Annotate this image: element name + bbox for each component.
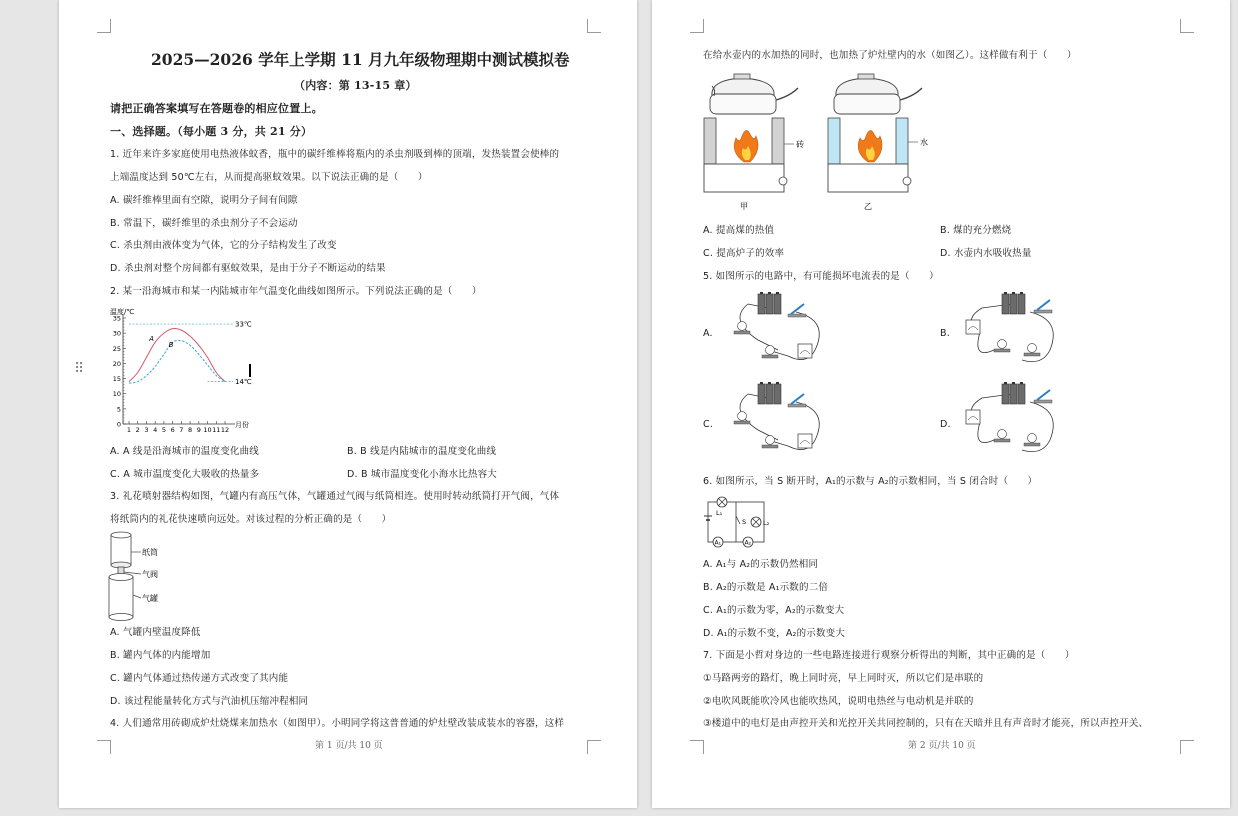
- x-tick-label: 10: [203, 426, 212, 434]
- question-7-item: ①马路两旁的路灯，晚上同时亮，早上同时灭，所以它们是串联的: [703, 673, 984, 684]
- crop-mark: [97, 19, 111, 33]
- question-2-option: D. B 城市温度变化小海水比热容大: [347, 469, 497, 480]
- crop-mark: [1180, 740, 1194, 754]
- battery-cell: [1018, 294, 1025, 314]
- document-page-2: [652, 0, 1230, 808]
- figure-label: 纸筒: [142, 548, 158, 557]
- switch-lever: [1037, 390, 1050, 400]
- stove-yi: [828, 74, 928, 211]
- battery-terminal: [768, 382, 771, 384]
- confetti-launcher-figure: [107, 532, 177, 622]
- battery-cell: [766, 294, 773, 314]
- battery-terminal: [1020, 292, 1023, 294]
- reference-label: 14℃: [235, 378, 252, 387]
- question-3-stem: 将纸筒内的礼花快速喷向远处。对该过程的分析正确的是（ ）: [110, 514, 392, 525]
- question-6-option: B. A₂的示数是 A₁示数的二倍: [703, 582, 829, 593]
- circuit-option-label: C.: [703, 419, 714, 430]
- crop-mark: [1180, 19, 1194, 33]
- question-2-option: A. A 线是沿海城市的温度变化曲线: [110, 446, 259, 457]
- crop-mark: [587, 740, 601, 754]
- stove-jia: [704, 74, 804, 211]
- switch-base: [788, 404, 806, 407]
- bulb-base: [762, 445, 778, 448]
- x-tick-label: 12: [220, 426, 230, 434]
- battery-terminal: [776, 382, 779, 384]
- circuit-diagram-a: [718, 290, 838, 376]
- bulb-base: [994, 439, 1010, 442]
- figure-label: 水: [920, 138, 928, 147]
- svg-text:S: S: [742, 518, 747, 526]
- x-tick-label: 5: [161, 426, 166, 434]
- x-tick-label: 8: [188, 426, 193, 434]
- battery-cell: [1002, 384, 1009, 404]
- battery-terminal: [1020, 382, 1023, 384]
- ammeter-icon: [966, 320, 980, 334]
- bulb-icon: [1028, 434, 1037, 443]
- circuit-option-label: D.: [940, 419, 951, 430]
- series-label: A: [149, 335, 154, 344]
- ammeter-icon: [966, 410, 980, 424]
- svg-text:A₁: A₁: [714, 539, 722, 547]
- y-tick-label: 15: [112, 375, 121, 384]
- battery-cell: [1002, 294, 1009, 314]
- question-3-option: A. 气罐内壁温度降低: [110, 627, 201, 638]
- question-6-option: C. A₁的示数为零，A₂的示数变大: [703, 605, 845, 616]
- figure-label: 乙: [864, 202, 872, 211]
- page-footer: 第 1 页/共 10 页: [315, 741, 383, 751]
- y-tick-label: 35: [112, 314, 121, 323]
- reference-label: 33℃: [235, 320, 252, 329]
- svg-text:A₂: A₂: [744, 539, 752, 547]
- question-1-option: A. 碳纤维棒里面有空隙，说明分子间有间隙: [110, 195, 298, 206]
- battery-terminal: [1012, 292, 1015, 294]
- svg-text:L₁: L₁: [716, 509, 723, 517]
- question-4-stem: 在给水壶内的水加热的同时，也加热了炉灶壁内的水（如图乙）。这样做有利于（ ）: [703, 50, 1077, 61]
- bulb-base: [994, 349, 1010, 352]
- bulb-icon: [1028, 344, 1037, 353]
- crop-mark: [97, 740, 111, 754]
- instruction: 请把正确答案填写在答题卷的相应位置上。: [110, 102, 323, 115]
- y-tick-label: 20: [112, 359, 121, 368]
- x-tick-label: 3: [144, 426, 149, 434]
- x-tick-label: 1: [126, 426, 132, 434]
- section-heading: 一、选择题。（每小题 3 分，共 21 分）: [110, 125, 313, 138]
- question-1-option: B. 常温下，碳纤维里的杀虫剂分子不会运动: [110, 218, 298, 229]
- figure-label: 气阀: [142, 570, 158, 579]
- y-tick-label: 0: [116, 420, 121, 429]
- question-4-stem: 4. 人们通常用砖砌成炉灶烧煤来加热水（如图甲）。小明同学将这普普通的炉灶壁改装成装水的容器，这样: [110, 718, 565, 729]
- question-6-option: A. A₁与 A₂的示数仍然相同: [703, 559, 819, 570]
- circuit-diagram-b: [952, 290, 1072, 376]
- bulb-icon: [738, 412, 747, 421]
- battery-terminal: [768, 292, 771, 294]
- question-3-option: C. 罐内气体通过热传递方式改变了其内能: [110, 673, 289, 684]
- svg-text:L₂: L₂: [763, 519, 770, 527]
- temperature-chart: [109, 306, 259, 436]
- document-page-1: [59, 0, 637, 808]
- text-cursor: [249, 364, 251, 377]
- question-3-option: D. 该过程能量转化方式与汽油机压缩冲程相同: [110, 696, 309, 707]
- battery-cell: [758, 384, 765, 404]
- question-1-option: D. 杀虫剂对整个房间都有驱蚊效果，是由于分子不断运动的结果: [110, 263, 386, 274]
- x-tick-label: 6: [170, 426, 175, 434]
- question-1-option: C. 杀虫剂由液体变为气体，它的分子结构发生了改变: [110, 240, 337, 251]
- battery-cell: [1010, 384, 1017, 404]
- circuit-diagram-c: [718, 380, 838, 466]
- battery-cell: [774, 294, 781, 314]
- question-1-stem: 1. 近年来许多家庭使用电热液体蚊香，瓶中的碳纤维棒将瓶内的杀虫剂吸到棒的顶端，发热装置会使棒的: [110, 149, 560, 160]
- switch-lever: [1037, 300, 1050, 310]
- battery-terminal: [776, 292, 779, 294]
- bulb-base: [762, 355, 778, 358]
- y-tick-label: 30: [112, 329, 121, 338]
- ammeter-icon: [798, 344, 812, 358]
- question-3-stem: 3. 礼花喷射器结构如图，气罐内有高压气体，气罐通过气阀与纸筒相连。使用时转动纸筒打开气阀，气体: [110, 491, 560, 502]
- circuit-diagram-d: [952, 380, 1072, 466]
- drag-handle-icon[interactable]: ⠿: [74, 361, 85, 377]
- question-6-option: D. A₁的示数不变，A₂的示数变大: [703, 628, 846, 639]
- question-4-option: B. 煤的充分燃烧: [940, 225, 1012, 236]
- question-2-stem: 2. 某一沿海城市和某一内陆城市年气温变化曲线如图所示。下列说法正确的是（ ）: [110, 286, 482, 297]
- question-4-option: D. 水壶内水吸收热量: [940, 248, 1032, 259]
- question-2-option: B. B 线是内陆城市的温度变化曲线: [347, 446, 497, 457]
- chart-ylabel: 温度/℃: [110, 308, 135, 316]
- page-footer: 第 2 页/共 10 页: [908, 741, 976, 751]
- battery-cell: [1010, 294, 1017, 314]
- question-3-option: B. 罐内气体的内能增加: [110, 650, 211, 661]
- battery-cell: [774, 384, 781, 404]
- battery-terminal: [1012, 382, 1015, 384]
- y-tick-label: 10: [112, 390, 121, 399]
- bulb-base: [1024, 353, 1040, 356]
- figure-label: 砖: [796, 140, 804, 149]
- series-line-a: [129, 328, 225, 381]
- battery-cell: [1018, 384, 1025, 404]
- y-tick-label: 5: [116, 405, 121, 414]
- exam-title: 2025—2026 学年上学期 11 月九年级物理期中测试模拟卷: [151, 50, 570, 69]
- stove-figure: [702, 72, 932, 214]
- question-6-stem: 6. 如图所示，当 S 断开时，A₁的示数与 A₂的示数相同，当 S 闭合时（ ）: [703, 476, 1038, 487]
- question-4-option: C. 提高炉子的效率: [703, 248, 785, 259]
- bulb-base: [734, 331, 750, 334]
- ammeter-icon: [798, 434, 812, 448]
- battery-terminal: [1004, 382, 1007, 384]
- battery-terminal: [760, 292, 763, 294]
- question-4-option: A. 提高煤的热值: [703, 225, 775, 236]
- battery-terminal: [760, 382, 763, 384]
- figure-label: 甲: [740, 202, 748, 211]
- crop-mark: [587, 19, 601, 33]
- circuit-diagram-q6: [702, 494, 788, 552]
- question-7-item: ②电吹风既能吹冷风也能吹热风，说明电热丝与电动机是并联的: [703, 696, 974, 707]
- chart-xlabel: 月份: [235, 421, 249, 429]
- switch-base: [788, 314, 806, 317]
- circuit-option-label: A.: [703, 328, 713, 339]
- series-label: B: [168, 341, 174, 350]
- x-tick-label: 4: [153, 426, 158, 434]
- x-tick-label: 9: [196, 426, 201, 434]
- exam-subtitle: （内容：第 13-15 章）: [294, 79, 417, 92]
- bulb-icon: [766, 436, 775, 445]
- bulb-icon: [998, 340, 1007, 349]
- y-tick-label: 25: [112, 344, 121, 353]
- bulb-base: [1024, 443, 1040, 446]
- switch-base: [1034, 400, 1052, 403]
- bulb-base: [734, 421, 750, 424]
- battery-cell: [758, 294, 765, 314]
- question-5-stem: 5. 如图所示的电路中，有可能损坏电流表的是（ ）: [703, 271, 939, 282]
- bulb-icon: [766, 346, 775, 355]
- x-tick-label: 11: [212, 426, 221, 434]
- question-7-stem: 7. 下面是小哲对身边的一些电路连接进行观察分析得出的判断，其中正确的是（ ）: [703, 650, 1075, 661]
- crop-mark: [690, 740, 704, 754]
- battery-cell: [766, 384, 773, 404]
- x-tick-label: 2: [135, 426, 140, 434]
- switch-base: [1034, 310, 1052, 313]
- bulb-icon: [998, 430, 1007, 439]
- question-7-item: ③楼道中的电灯是由声控开关和光控开关共同控制的，只有在天暗并且有声音时才能亮，所以声控开关、: [703, 718, 1149, 729]
- question-1-stem: 上端温度达到 50℃左右，从而提高驱蚊效果。以下说法正确的是（ ）: [110, 172, 428, 183]
- figure-label: 气罐: [142, 594, 158, 603]
- crop-mark: [690, 19, 704, 33]
- circuit-option-label: B.: [940, 328, 950, 339]
- x-tick-label: 7: [179, 426, 184, 434]
- question-2-option: C. A 城市温度变化大吸收的热量多: [110, 469, 260, 480]
- battery-terminal: [1004, 292, 1007, 294]
- bulb-icon: [738, 322, 747, 331]
